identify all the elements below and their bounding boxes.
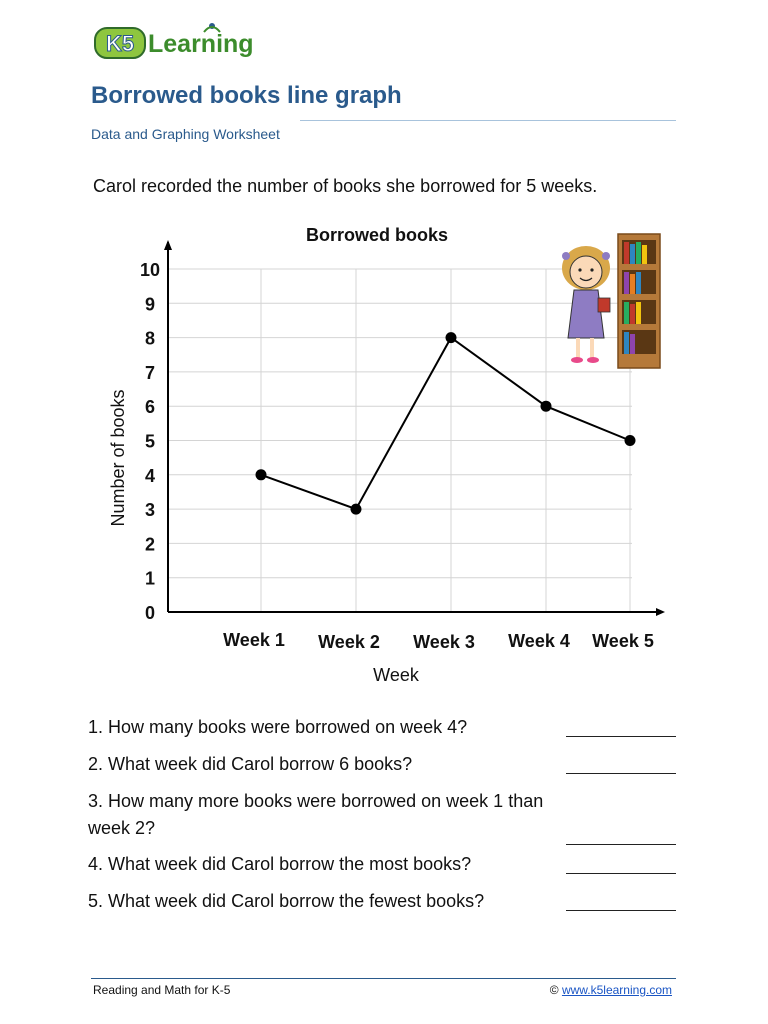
footer-copyright bbox=[550, 983, 672, 997]
logo-k5-text: K5 bbox=[105, 31, 135, 56]
y-tick-label: 3 bbox=[144, 500, 156, 521]
bookshelf-icon bbox=[618, 234, 660, 368]
x-tick-label: Week 5 bbox=[592, 631, 654, 651]
question-4: 4. What week did Carol borrow the most books? bbox=[88, 854, 472, 874]
girl-with-books-illustration bbox=[556, 228, 664, 374]
x-tick-label: Week 3 bbox=[413, 632, 475, 652]
footer-divider bbox=[91, 978, 676, 979]
y-tick-label: 9 bbox=[144, 294, 156, 315]
k5-learning-logo[interactable] bbox=[94, 18, 264, 62]
y-tick-label: 10 bbox=[139, 260, 161, 280]
x-tick-label: Week 4 bbox=[508, 631, 570, 651]
chart-title: Borrowed books bbox=[305, 225, 449, 245]
copyright-symbol: © bbox=[549, 983, 559, 997]
y-tick-label: 5 bbox=[144, 431, 156, 452]
y-axis-arrow-icon bbox=[164, 240, 172, 250]
y-tick-label: 6 bbox=[144, 397, 156, 418]
data-point bbox=[256, 469, 267, 480]
girl-icon bbox=[562, 246, 610, 363]
data-point bbox=[541, 401, 552, 412]
data-point bbox=[351, 504, 362, 515]
page-title: Borrowed books line graph bbox=[91, 82, 402, 109]
x-tick-label: Week 1 bbox=[223, 630, 285, 650]
answer-line-4[interactable] bbox=[566, 873, 676, 874]
answer-line-5[interactable] bbox=[566, 910, 676, 911]
subtitle-divider bbox=[300, 120, 676, 121]
x-tick-label: Week 2 bbox=[318, 632, 380, 652]
y-tick-label: 4 bbox=[144, 465, 156, 486]
y-tick-label: 0 bbox=[144, 603, 156, 623]
y-tick-label: 2 bbox=[144, 534, 156, 555]
answer-line-1[interactable] bbox=[566, 736, 676, 737]
question-5: 5. What week did Carol borrow the fewest books? bbox=[88, 891, 485, 911]
data-point bbox=[625, 435, 636, 446]
x-axis-arrow-icon bbox=[656, 608, 665, 616]
y-tick-label: 8 bbox=[144, 328, 156, 349]
y-axis-label: Number of books bbox=[108, 389, 128, 527]
question-3: 3. How many more books were borrowed on week 1 than week 2? bbox=[88, 791, 544, 838]
answer-line-2[interactable] bbox=[566, 773, 676, 774]
x-axis-label: Week bbox=[373, 665, 419, 685]
page-subtitle: Data and Graphing Worksheet bbox=[91, 126, 280, 142]
question-1: 1. How many books were borrowed on week 4? bbox=[88, 717, 468, 737]
question-2: 2. What week did Carol borrow 6 books? bbox=[88, 754, 413, 774]
intro-text: Carol recorded the number of books she borrowed for 5 weeks. bbox=[93, 176, 598, 196]
footer-text: Reading and Math for K-5 bbox=[93, 983, 231, 997]
footer-website-link[interactable]: www.k5learning.com bbox=[561, 983, 672, 997]
logo-learning-text: Learning bbox=[148, 30, 254, 58]
answer-line-3[interactable] bbox=[566, 844, 676, 845]
y-tick-label: 7 bbox=[144, 362, 156, 383]
data-point bbox=[446, 332, 457, 343]
y-tick-label: 1 bbox=[144, 568, 156, 589]
